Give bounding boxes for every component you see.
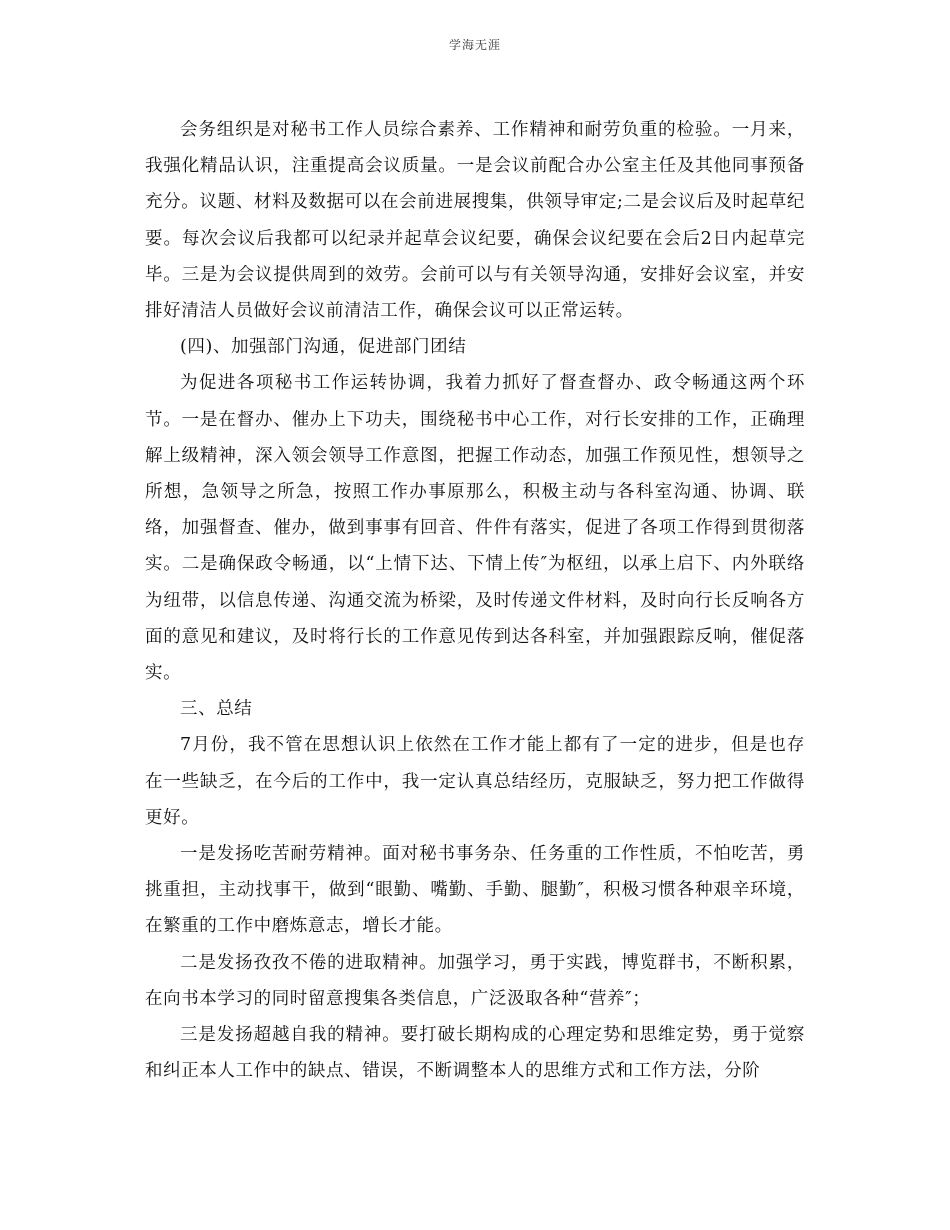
paragraph-july-summary: 7月份，我不管在思想认识上依然在工作才能上都有了一定的进步，但是也存在一些缺乏，在今后的工作中，我一定认真总结经历，克服缺乏，努力把工作做得更好。 <box>145 735 805 828</box>
page-header: 学海无涯 <box>448 38 501 52</box>
section-heading-department-communication: (四)、加强部门沟通，促进部门团结 <box>180 337 467 358</box>
document-body <box>145 112 805 1089</box>
paragraph-enterprising-spirit: 二是发扬孜孜不倦的进取精神。加强学习，勇于实践，博览群书，不断积累，在向书本学习的同时留意搜集各类信息，广泛汲取各种“营养″； <box>145 952 805 1009</box>
paragraph-self-surpassing-spirit: 三是发扬超越自我的精神。要打破长期构成的心理定势和思维定势，勇于觉察和纠正本人工作中的缺点、错误，不断调整本人的思维方式和工作方法，分阶 <box>145 1025 805 1082</box>
section-heading-summary: 三、总结 <box>180 699 253 720</box>
paragraph-supervision: 为促进各项秘书工作运转协调，我着力抓好了督查督办、政令畅通这两个环节。一是在督办、催办上下功夫，围绕秘书中心工作，对行长安排的工作，正确理解上级精神，深入领会领导工作意图，把握工作动态，加强工作预见性，想领导之所想，急领导之所急，按照工作办事原那么，积极主动与各科室沟通、协调、联络，加强督查、催办，做到事事有回音、件件有落实，促进了各项工作得到贯彻落实。二是确保政令畅通，以“上情下达、下情上传″为枢纽，以承上启下、内外联络为纽带，以信息传递、沟通交流为桥梁，及时传递文件材料，及时向行长反响各方面的意见和建议，及时将行长的工作意见传到达各科室，并加强跟踪反响，催促落实。 <box>145 373 805 684</box>
paragraph-hardworking-spirit: 一是发扬吃苦耐劳精神。面对秘书事务杂、任务重的工作性质，不怕吃苦，勇挑重担，主动找事干，做到“眼勤、嘴勤、手勤、腿勤″，积极习惯各种艰辛环境，在繁重的工作中磨炼意志，增长才能。 <box>145 844 805 937</box>
paragraph-meeting-organization: 会务组织是对秘书工作人员综合素养、工作精神和耐劳负重的检验。一月来，我强化精品认识，注重提高会议质量。一是会议前配合办公室主任及其他同事预备充分。议题、材料及数据可以在会前进展搜集，供领导审定;二是会议后及时起草纪要。每次会议后我都可以纪录并起草会议纪要，确保会议纪要在会后2日内起草完毕。三是为会议提供周到的效劳。会前可以与有关领导沟通，安排好会议室，并安排好清洁人员做好会议前清洁工作，确保会议可以正常运转。 <box>145 120 805 322</box>
